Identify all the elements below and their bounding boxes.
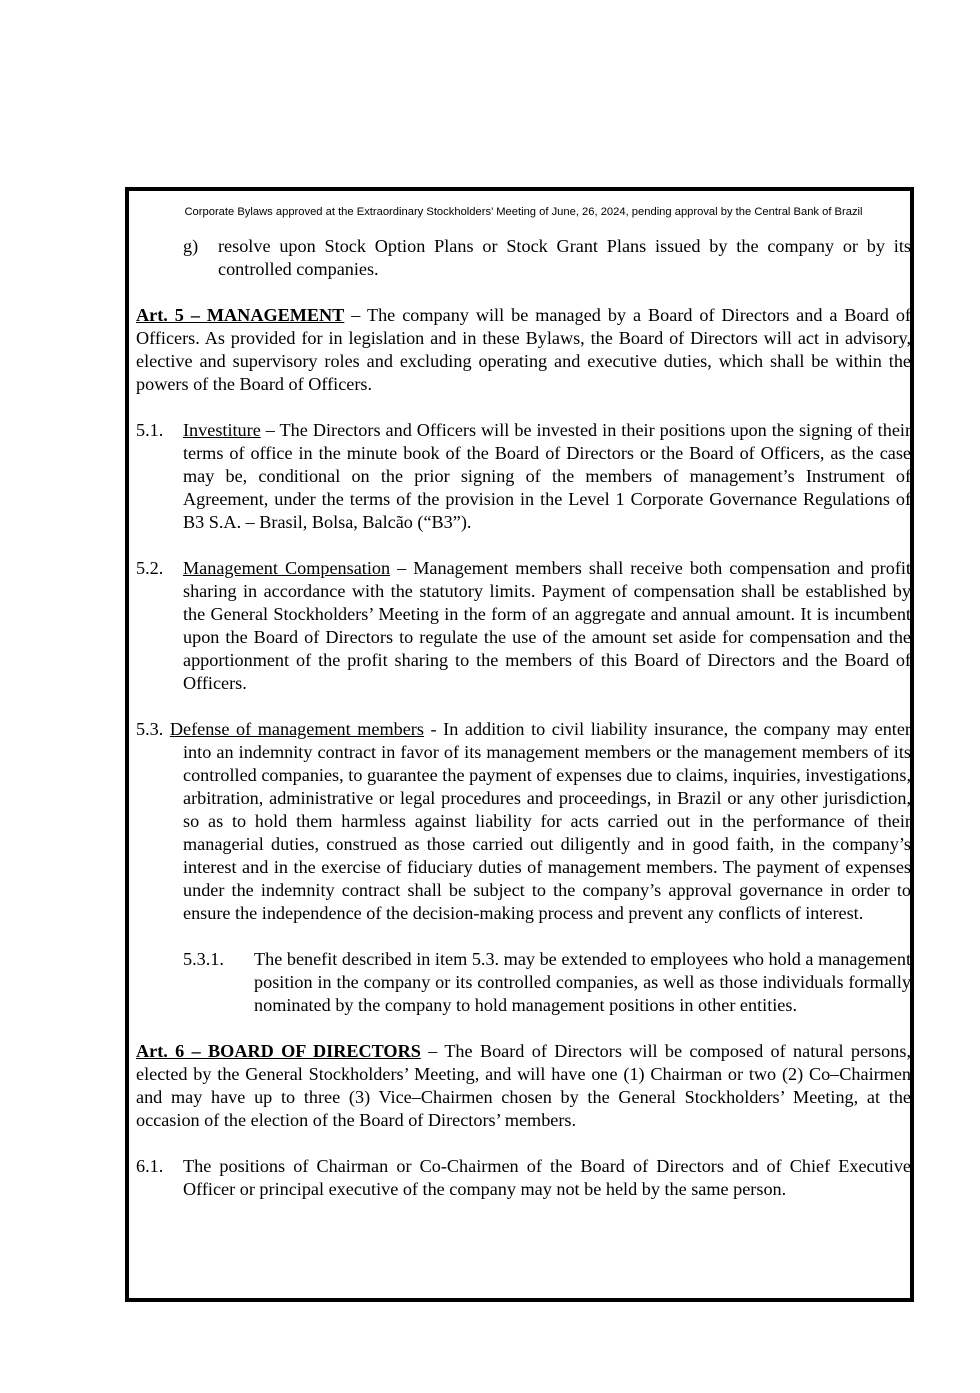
list-marker: g) <box>183 236 199 256</box>
section-5-3 <box>136 718 911 925</box>
article-6-title: Art. 6 – BOARD OF DIRECTORS <box>136 1041 421 1061</box>
section-heading: Defense of management members <box>169 719 424 739</box>
article-6-text: – The Board of Directors will be composed of natural persons, elected by the General Stockholders’ Meeting, and will have one (1) Chairman or two (2) Co–Chairmen and may have up to three (3) Vice–Chairmen chosen by the General Stockholders’ Meeting, at the occasion of the election of the Board of Directors’ members. <box>136 1041 911 1130</box>
section-number: 5.1. <box>136 420 164 440</box>
section-heading: Investiture <box>183 420 261 440</box>
section-text: – The Directors and Officers will be invested in their positions upon the signing of their terms of office in the minute book of the Board of Directors or the Board of Officers, as the case may be, conditional on the prior signing of the members of management’s Instrument of Agreement, under the terms of the provision in the Level 1 Corporate Governance Regulations of B3 S.A. – Brasil, Bolsa, Balcão (“B3”). <box>183 420 911 532</box>
article-5-title: Art. 5 – MANAGEMENT <box>136 305 345 325</box>
article-6 <box>136 1040 911 1132</box>
section-number: 5.3.1. <box>183 949 224 969</box>
section-6-1 <box>136 1155 911 1201</box>
section-5-1 <box>136 419 911 534</box>
section-5-2 <box>136 557 911 695</box>
section-number: 6.1. <box>136 1156 164 1176</box>
article-5-text: – The company will be managed by a Board of Directors and a Board of Officers. As provided for in legislation and in these Bylaws, the Board of Directors will act in advisory, elective and supervisory roles and excluding operating and executive duties, which shall be within the powers of the Board of Officers. <box>136 305 911 394</box>
list-item-text: resolve upon Stock Option Plans or Stock Grant Plans issued by the company or by its controlled companies. <box>218 236 911 279</box>
section-number: 5.2. <box>136 558 164 578</box>
section-text: The positions of Chairman or Co-Chairmen of the Board of Directors and of Chief Executive Officer or principal executive of the company may not be held by the same person. <box>183 1156 911 1199</box>
section-5-3-1 <box>136 948 911 1017</box>
list-item-g <box>136 235 911 281</box>
section-heading: Management Compensation <box>183 558 391 578</box>
section-text: - In addition to civil liability insurance, the company may enter into an indemnity contract in favor of its management members or the management members of its controlled companies, to guarantee the payment of expenses due to claims, inquiries, investigations, arbitration, administrative or legal procedures and proceedings, in Brazil or any other jurisdiction, so as to hold them harmless against liability for acts carried out in the performance of their managerial duties, construed as those carried out diligently and in good faith, in the company’s interest and in the exercise of fiduciary duties of management members. The payment of expenses under the indemnity contract shall be subject to the company’s approval governance in order to ensure the independence of the decision-making process and prevent any conflicts of interest. <box>183 719 911 923</box>
article-5 <box>136 304 911 396</box>
running-header: Corporate Bylaws approved at the Extraordinary Stockholders’ Meeting of June, 26, 2024, pending approval by the Central Bank of Brazil <box>184 206 863 218</box>
section-text: The benefit described in item 5.3. may be extended to employees who hold a management position in the company or its controlled companies, as well as those individuals formally nominated by the company to hold management positions in other entities. <box>254 949 911 1015</box>
section-number: 5.3. <box>136 719 164 739</box>
section-text: – Management members shall receive both compensation and profit sharing in accordance with the statutory limits. Payment of compensation shall be established by the General Stockholders’ Meeting in the form of an aggregate and annual amount. It is incumbent upon the Board of Directors to regulate the use of the amount set aside for compensation and the apportionment of the profit sharing to the members of this Board of Directors and the Board of Officers. <box>183 558 911 693</box>
document-body <box>136 200 911 1201</box>
